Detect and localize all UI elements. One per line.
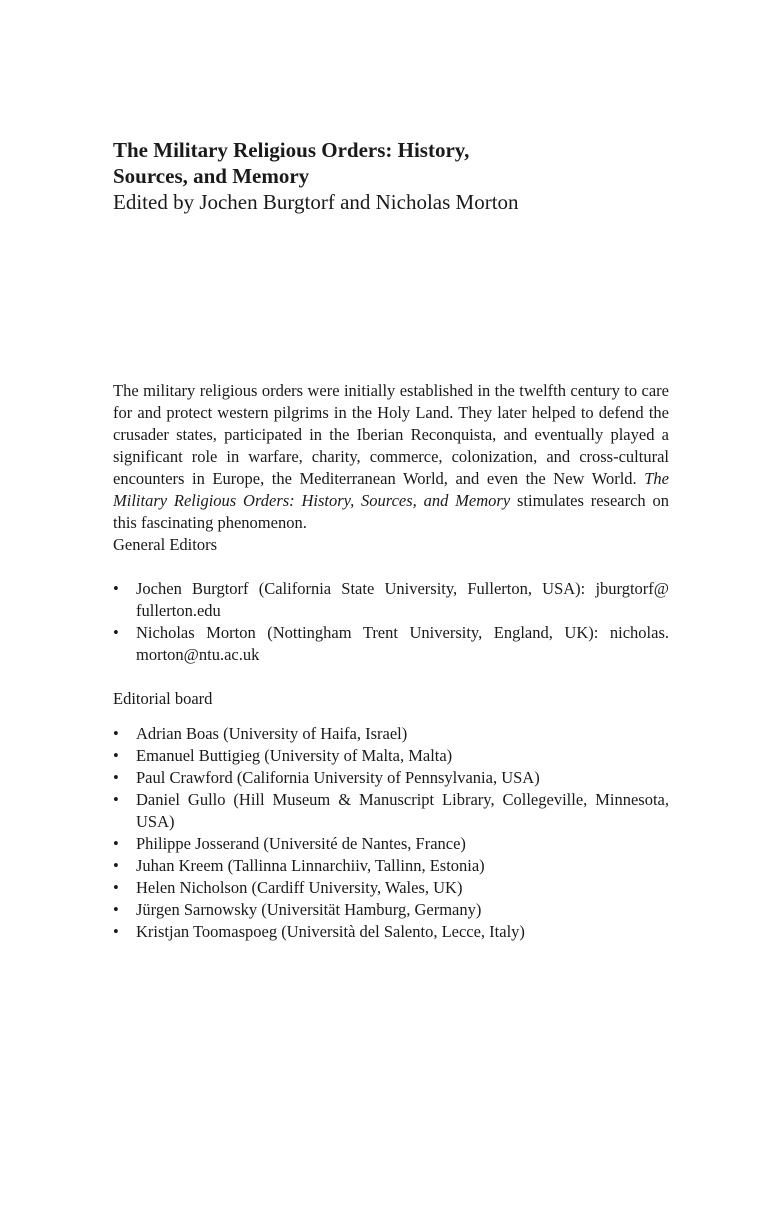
- series-header: [113, 137, 669, 215]
- board-member-item: [113, 789, 669, 833]
- board-member-text: Paul Crawford (California University of Pennsylvania, USA): [136, 768, 540, 787]
- bullet-icon: •: [113, 834, 119, 853]
- general-editor-item: [113, 578, 669, 622]
- board-member-item: [113, 899, 669, 921]
- board-member-text: Kristjan Toomaspoeg (Università del Salento, Lecce, Italy): [136, 922, 525, 941]
- board-member-text: Philippe Josserand (Université de Nantes, France): [136, 834, 466, 853]
- bullet-icon: •: [113, 856, 119, 875]
- general-editors-list: [113, 578, 669, 666]
- bullet-icon: •: [113, 900, 119, 919]
- board-member-text: Emanuel Buttigieg (University of Malta, Malta): [136, 746, 453, 765]
- bullet-icon: •: [113, 790, 119, 809]
- board-member-item: [113, 877, 669, 899]
- board-member-item: [113, 745, 669, 767]
- spacer: [113, 556, 669, 578]
- bullet-icon: •: [113, 878, 119, 897]
- series-info: [113, 380, 669, 943]
- board-member-text: Juhan Kreem (Tallinna Linnarchiiv, Tallinn, Estonia): [136, 856, 485, 875]
- board-member-item: [113, 767, 669, 789]
- board-member-item: [113, 921, 669, 943]
- description-text-before: The military religious orders were initially established in the twelfth century to care for and protect western pilgrims in the Holy Land. They later helped to defend the crusader states, participated in the Iberian Reconquista, and eventually played a significant role in warfare, charity, commerce, colonization, and cross-cultural encounters in Europe, the Mediterranean World, and even the New World.: [113, 381, 669, 488]
- editorial-board-label: Editorial board: [113, 689, 213, 708]
- series-title-line-1: The Military Religious Orders: History,: [113, 138, 470, 162]
- general-editor-text: Jochen Burgtorf (California State University, Fullerton, USA): jburgtorf@ fullerton.edu: [136, 579, 669, 620]
- series-title-line-2: Sources, and Memory: [113, 164, 310, 188]
- bullet-icon: •: [113, 768, 119, 787]
- board-member-item: [113, 833, 669, 855]
- bullet-icon: •: [113, 922, 119, 941]
- bullet-icon: •: [113, 724, 119, 743]
- bullet-icon: •: [113, 579, 119, 598]
- editorial-board-list: [113, 723, 669, 943]
- series-description: [113, 380, 669, 534]
- series-editors: Edited by Jochen Burgtorf and Nicholas Morton: [113, 190, 519, 214]
- general-editor-item: [113, 622, 669, 666]
- bullet-icon: •: [113, 746, 119, 765]
- board-member-item: [113, 855, 669, 877]
- board-member-text: Adrian Boas (University of Haifa, Israel): [136, 724, 408, 743]
- description-italic-title: The Military Religious Orders: History, Sources, and Memory: [113, 469, 669, 510]
- general-editor-text: Nicholas Morton (Nottingham Trent University, England, UK): nicholas. morton@ntu.ac.uk: [136, 623, 669, 664]
- board-member-item: [113, 723, 669, 745]
- description-text-after: stimulates research on this fascinating phenomenon.: [113, 491, 670, 532]
- bullet-icon: •: [113, 623, 119, 642]
- board-member-text: Daniel Gullo (Hill Museum & Manuscript Library, Collegeville, Minnesota, USA): [136, 790, 669, 831]
- spacer: [113, 710, 669, 723]
- board-member-text: Jürgen Sarnowsky (Universität Hamburg, Germany): [136, 900, 482, 919]
- general-editors-label: General Editors: [113, 535, 218, 554]
- board-member-text: Helen Nicholson (Cardiff University, Wales, UK): [136, 878, 463, 897]
- series-title: [113, 137, 533, 189]
- spacer: [113, 666, 669, 688]
